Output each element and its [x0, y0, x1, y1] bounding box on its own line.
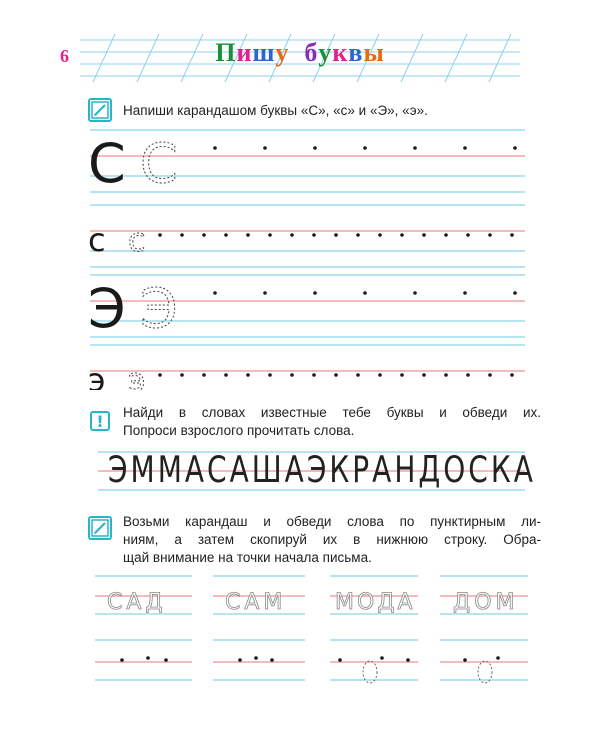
start-dot [406, 658, 410, 662]
start-dot [496, 656, 500, 660]
task3-instruction [123, 513, 541, 567]
word-emma: ЭММА [108, 448, 208, 491]
start-dot [263, 146, 267, 150]
start-dot [202, 233, 206, 237]
start-dot [313, 291, 317, 295]
start-dot [334, 373, 338, 377]
start-dot [312, 373, 316, 377]
start-dot [334, 233, 338, 237]
page-number: 6 [60, 46, 69, 66]
start-dot [290, 233, 294, 237]
start-dot [254, 656, 258, 660]
word-sasha: САША [207, 448, 307, 491]
pencil-icon [88, 516, 112, 540]
start-dot [422, 373, 426, 377]
start-dot [356, 373, 360, 377]
sample-letter: С [88, 132, 126, 195]
task2-instruction [123, 404, 541, 440]
sample-letter: Э [88, 277, 126, 340]
dotted-word-sad: САД [107, 590, 167, 615]
start-dot [488, 373, 492, 377]
start-dot [413, 146, 417, 150]
start-dot [224, 233, 228, 237]
trace-letter: С [140, 132, 178, 195]
start-dot [400, 233, 404, 237]
start-dot [356, 233, 360, 237]
dotted-word-dom: ДОМ [453, 590, 519, 615]
title-letter [289, 38, 304, 68]
dotted-word-moda: МОДА [335, 590, 416, 615]
start-dot [363, 146, 367, 150]
title-letter: и [236, 38, 253, 67]
trace-letter: Э [140, 277, 178, 340]
task1-writing-lines [0, 120, 600, 390]
start-dot [158, 233, 162, 237]
start-dot [513, 146, 517, 150]
start-dot [120, 658, 124, 662]
title-letter: к [332, 38, 349, 67]
start-dot [263, 291, 267, 295]
word-doska: ДОСКА [418, 448, 536, 491]
start-dot [513, 291, 517, 295]
exclamation-icon: ! [90, 411, 110, 431]
start-dot [338, 658, 342, 662]
start-dot [400, 373, 404, 377]
start-dot [164, 658, 168, 662]
start-dot [146, 656, 150, 660]
start-dot [378, 373, 382, 377]
title-letter: ш [252, 38, 276, 67]
start-dot [202, 373, 206, 377]
trace-letter: с [128, 221, 146, 259]
start-dot [466, 233, 470, 237]
start-dot [180, 233, 184, 237]
start-dot [224, 373, 228, 377]
start-dot [413, 291, 417, 295]
start-dot [510, 233, 514, 237]
start-dot [268, 373, 272, 377]
title-letter: в [348, 38, 364, 67]
task1-instruction: Напиши карандашом буквы «С», «с» и «Э», «э». [123, 103, 428, 118]
start-dot [444, 233, 448, 237]
dotted-word-sam: САМ [225, 590, 287, 615]
task2-line2: Попроси взрослого прочитать слова. [123, 423, 355, 438]
start-dot [312, 233, 316, 237]
task2-line1: Найди в словах известные тебе буквы и обведи их. [123, 405, 541, 420]
start-dot [488, 233, 492, 237]
start-dot [270, 658, 274, 662]
title-letter: б [304, 38, 319, 67]
start-dot [246, 233, 250, 237]
start-dot [213, 146, 217, 150]
sample-letter: э [88, 361, 106, 390]
task3-line2: ниям, а затем скопируй их в нижнюю строку. Обра- [123, 532, 541, 547]
start-dot [290, 373, 294, 377]
word-ekran: ЭКРАН [306, 448, 419, 491]
start-dot [313, 146, 317, 150]
trace-letter: э [128, 361, 146, 390]
start-dot [363, 291, 367, 295]
start-dot [380, 656, 384, 660]
pencil-icon [88, 98, 112, 122]
task2-words [108, 448, 536, 491]
title-letter: у [275, 38, 290, 67]
start-dot [466, 373, 470, 377]
title-letter: у [318, 38, 333, 67]
start-dot [268, 233, 272, 237]
sample-letter: с [88, 221, 106, 259]
start-dot [463, 146, 467, 150]
start-dot [180, 373, 184, 377]
start-dot [238, 658, 242, 662]
start-dot [213, 291, 217, 295]
title-letter: П [215, 38, 237, 67]
start-dot [246, 373, 250, 377]
page-title [0, 38, 600, 68]
start-dot [463, 291, 467, 295]
start-dot [463, 658, 467, 662]
task3-line3: щай внимание на точки начала письма. [123, 550, 372, 565]
start-dot [444, 373, 448, 377]
task3-words [95, 590, 525, 620]
start-dot [510, 373, 514, 377]
start-dot [158, 373, 162, 377]
task3-line1: Возьми карандаш и обведи слова по пунктирным ли- [123, 514, 541, 529]
start-dot [378, 233, 382, 237]
start-dot [422, 233, 426, 237]
title-letter: ы [363, 38, 385, 67]
